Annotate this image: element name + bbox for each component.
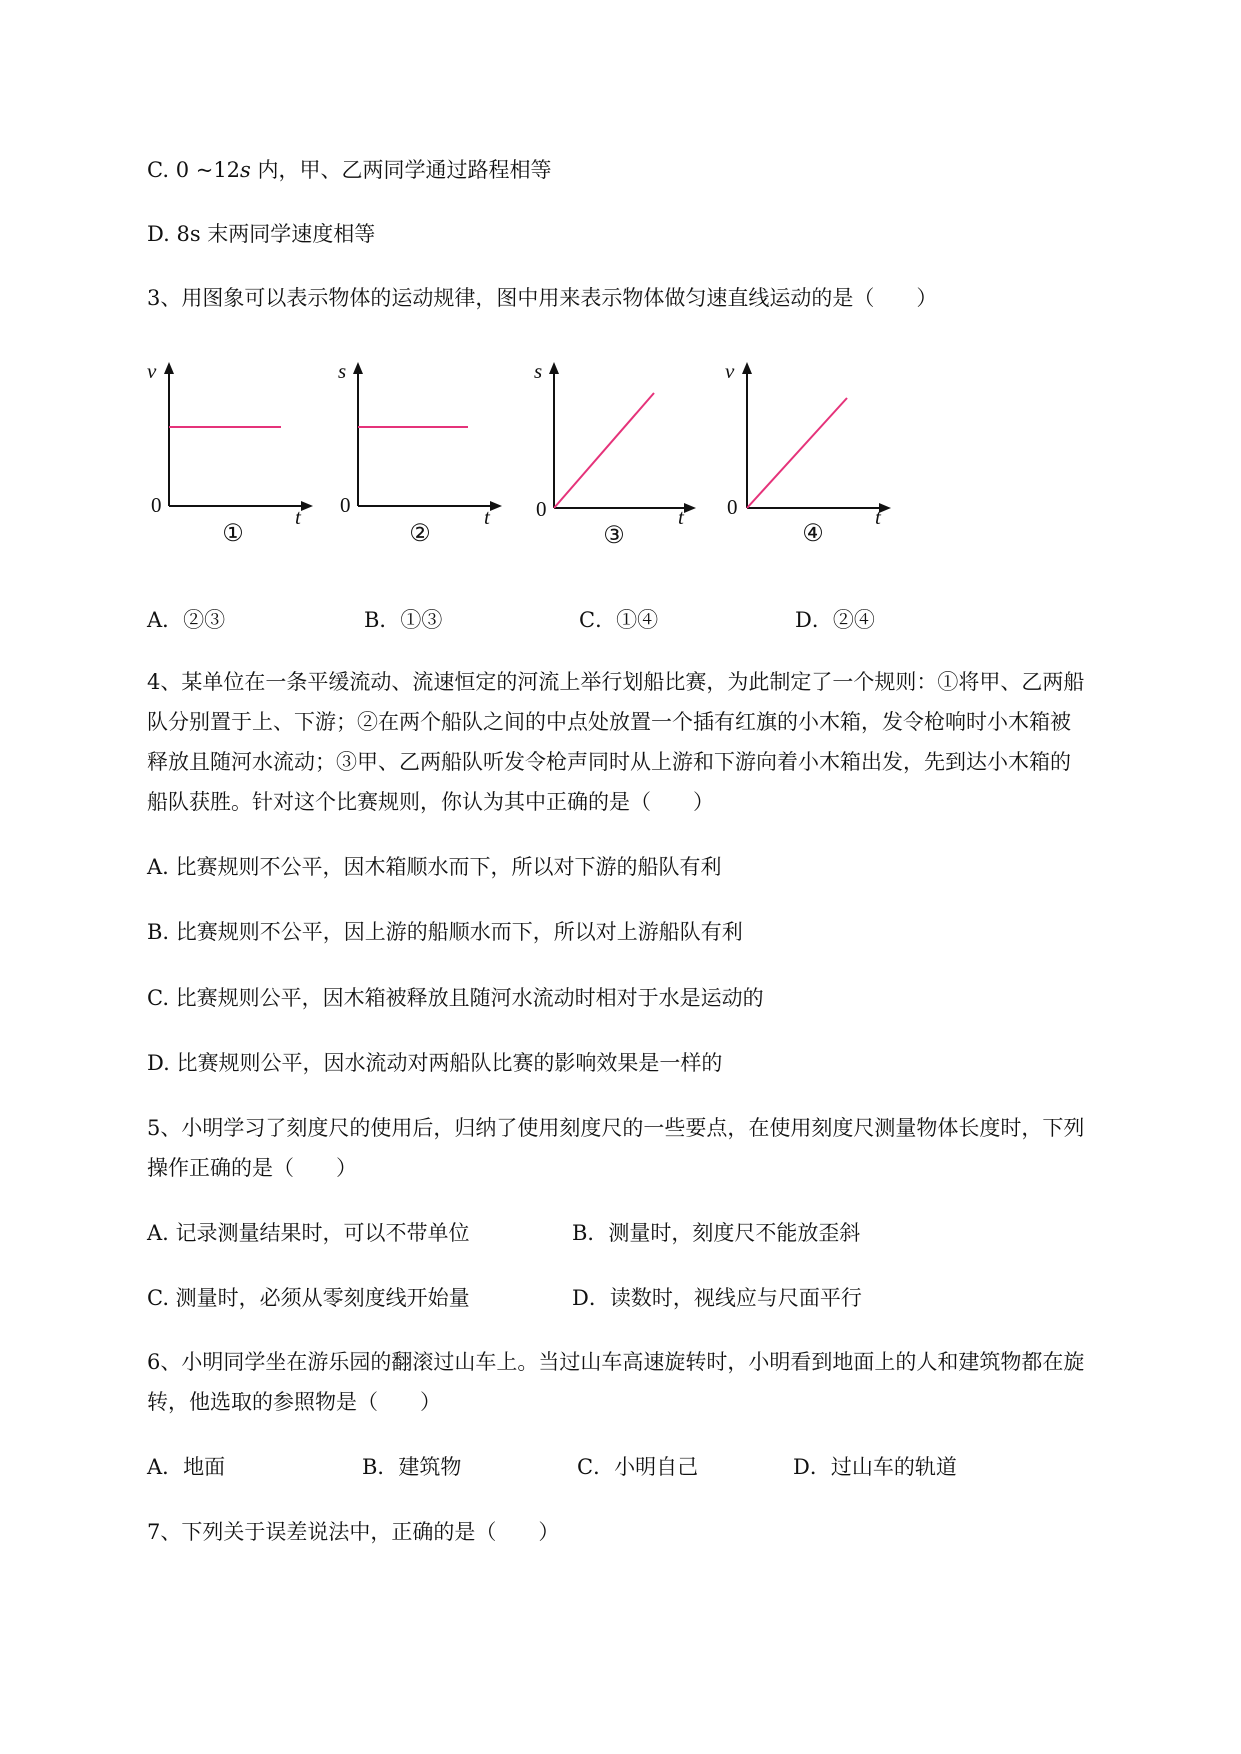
q6-option-d[interactable]: D．过山车的轨道 bbox=[793, 1455, 957, 1479]
graph-2-svg bbox=[334, 359, 504, 529]
q5-option-d[interactable]: D．读数时，视线应与尺面平行 bbox=[572, 1286, 862, 1310]
q4-stem-line-1: 4、某单位在一条平缓流动、流速恒定的河流上举行划船比赛，为此制定了一个规则：①将甲、乙两船 bbox=[147, 670, 1085, 694]
graph-1-origin: 0 bbox=[151, 493, 162, 517]
q3-option-c[interactable]: C．①④ bbox=[579, 608, 659, 632]
graph-4-origin: 0 bbox=[727, 495, 738, 519]
q5-stem-line-1: 5、小明学习了刻度尺的使用后，归纳了使用刻度尺的一些要点，在使用刻度尺测量物体长度时，下列 bbox=[147, 1116, 1085, 1140]
graph-3-xlabel: t bbox=[678, 505, 684, 529]
graph-3-ylabel: s bbox=[534, 359, 543, 383]
q4-stem-line-4: 船队获胜。针对这个比赛规则，你认为其中正确的是（ ） bbox=[147, 790, 714, 814]
graph-4-y-arrow bbox=[742, 362, 752, 374]
q4-option-b[interactable]: B. 比赛规则不公平，因上游的船顺水而下，所以对上游船队有利 bbox=[147, 920, 743, 944]
graph-3-caption: ③ bbox=[603, 521, 625, 549]
q4-stem-line-2: 队分别置于上、下游；②在两个船队之间的中点处放置一个插有红旗的小木箱，发令枪响时小木箱被 bbox=[147, 710, 1071, 734]
graph-2-y-arrow bbox=[353, 362, 363, 374]
graph-1-svg bbox=[145, 359, 315, 529]
q4-option-d[interactable]: D. 比赛规则公平，因水流动对两船队比赛的影响效果是一样的 bbox=[147, 1051, 723, 1075]
q7-stem: 7、下列关于误差说法中，正确的是（ ） bbox=[147, 1520, 560, 1544]
prev-option-c: C. 0 ~12s 内，甲、乙两同学通过路程相等 bbox=[147, 158, 552, 182]
q6-option-a[interactable]: A．地面 bbox=[147, 1455, 226, 1479]
graph-4-caption: ④ bbox=[802, 519, 824, 547]
prev-option-d: D. 8s 末两同学速度相等 bbox=[147, 222, 376, 246]
graph-4 bbox=[723, 359, 893, 529]
graph-2-caption: ② bbox=[409, 519, 431, 547]
q3-option-d[interactable]: D．②④ bbox=[795, 608, 875, 632]
q6-stem-line-1: 6、小明同学坐在游乐园的翻滚过山车上。当过山车高速旋转时，小明看到地面上的人和建筑物都在旋 bbox=[147, 1350, 1085, 1374]
q6-option-b[interactable]: B．建筑物 bbox=[362, 1455, 462, 1479]
graph-1-caption: ① bbox=[222, 519, 244, 547]
graph-1-y-arrow bbox=[164, 362, 174, 374]
graph-2-origin: 0 bbox=[340, 493, 351, 517]
graph-1-x-arrow bbox=[301, 501, 313, 511]
q5-option-c[interactable]: C. 测量时，必须从零刻度线开始量 bbox=[147, 1286, 470, 1310]
graph-1 bbox=[145, 359, 315, 529]
q6-option-c[interactable]: C．小明自己 bbox=[577, 1455, 699, 1479]
graph-3-y-arrow bbox=[549, 362, 559, 374]
graph-1-xlabel: t bbox=[295, 505, 301, 529]
graph-3-x-arrow bbox=[684, 503, 696, 513]
q5-option-b[interactable]: B．测量时，刻度尺不能放歪斜 bbox=[572, 1221, 861, 1245]
q5-option-a[interactable]: A. 记录测量结果时，可以不带单位 bbox=[147, 1221, 470, 1245]
graph-4-ylabel: v bbox=[725, 359, 735, 383]
graph-4-plot-line bbox=[747, 398, 847, 508]
q4-stem-line-3: 释放且随河水流动；③甲、乙两船队听发令枪声同时从上游和下游向着小木箱出发，先到达小木箱的 bbox=[147, 750, 1071, 774]
graph-3-origin: 0 bbox=[536, 497, 547, 521]
graph-2-x-arrow bbox=[490, 501, 502, 511]
graph-4-svg bbox=[723, 359, 893, 529]
q4-option-c[interactable]: C. 比赛规则公平，因木箱被释放且随河水流动时相对于水是运动的 bbox=[147, 986, 764, 1010]
graph-3-svg bbox=[530, 359, 700, 529]
graph-3-plot-line bbox=[554, 393, 654, 508]
q4-option-a[interactable]: A. 比赛规则不公平，因木箱顺水而下，所以对下游的船队有利 bbox=[147, 855, 722, 879]
q3-stem: 3、用图象可以表示物体的运动规律，图中用来表示物体做匀速直线运动的是（ ） bbox=[147, 286, 938, 310]
q5-stem-line-2: 操作正确的是（ ） bbox=[147, 1156, 357, 1180]
q3-option-a[interactable]: A．②③ bbox=[147, 608, 226, 632]
graph-2-ylabel: s bbox=[338, 359, 347, 383]
graph-2-xlabel: t bbox=[484, 505, 490, 529]
graph-4-xlabel: t bbox=[875, 505, 881, 529]
graph-2 bbox=[334, 359, 504, 529]
q6-stem-line-2: 转，他选取的参照物是（ ） bbox=[147, 1390, 441, 1414]
graph-1-ylabel: v bbox=[147, 359, 157, 383]
q3-option-b[interactable]: B．①③ bbox=[364, 608, 443, 632]
graph-3 bbox=[530, 359, 700, 529]
